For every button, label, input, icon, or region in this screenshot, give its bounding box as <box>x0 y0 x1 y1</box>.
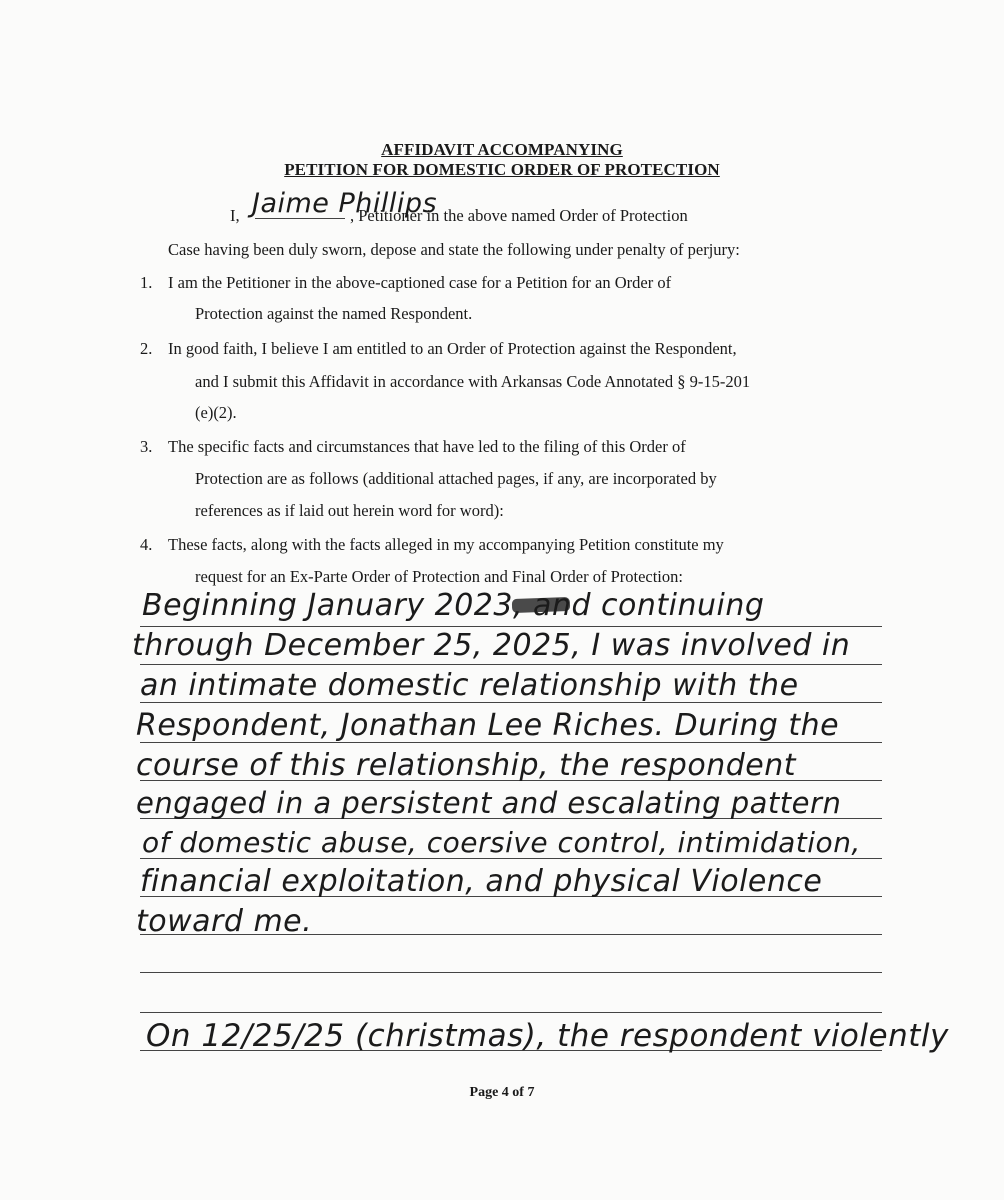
item-1-number: 1. <box>140 273 153 292</box>
handwritten-line-5: course of this relationship, the respondent <box>136 748 796 783</box>
intro-suffix: , Petitioner in the above named Order of Protection <box>350 206 688 225</box>
item-2-line-3: (e)(2). <box>195 403 237 422</box>
page-number: Page 4 of 7 <box>469 1085 535 1100</box>
handwritten-line-11: On 12/25/25 (christmas), the respondent violently <box>146 1018 949 1054</box>
handwritten-line-2: through December 25, 2025, I was involved in <box>132 628 851 663</box>
handwritten-line-3: an intimate domestic relationship with the <box>140 668 799 703</box>
affidavit-title-line-1: AFFIDAVIT ACCOMPANYING <box>381 140 623 159</box>
item-1-line-1: I am the Petitioner in the above-captioned case for a Petition for an Order of <box>168 273 672 292</box>
item-4-number: 4. <box>140 535 153 554</box>
handwritten-line-8: financial exploitation, and physical Violence <box>140 864 823 899</box>
ruled-line-1 <box>140 626 882 627</box>
petitioner-name-handwritten: Jaime Phillips <box>252 188 438 219</box>
intro-line-2: Case having been duly sworn, depose and state the following under penalty of perjury: <box>168 240 740 259</box>
handwritten-line-4: Respondent, Jonathan Lee Riches. During the <box>136 708 840 743</box>
affidavit-title-line-2: PETITION FOR DOMESTIC ORDER OF PROTECTION <box>284 160 720 179</box>
ruled-line-2 <box>140 664 882 665</box>
ruled-line-11 <box>140 1012 882 1013</box>
item-3-number: 3. <box>140 437 153 456</box>
item-4-line-2: request for an Ex-Parte Order of Protection and Final Order of Protection: <box>195 567 683 586</box>
handwritten-line-9: toward me. <box>136 904 313 939</box>
handwritten-line-1: Beginning January 2023, and continuing <box>142 588 765 623</box>
handwritten-line-7: of domestic abuse, coersive control, intimidation, <box>142 826 861 859</box>
item-2-line-2: and I submit this Affidavit in accordance with Arkansas Code Annotated § 9-15-201 <box>195 372 751 391</box>
item-1-line-2: Protection against the named Respondent. <box>195 304 473 323</box>
item-4-line-1: These facts, along with the facts alleged in my accompanying Petition constitute my <box>168 535 724 554</box>
item-3-line-3: references as if laid out herein word for word): <box>195 501 504 520</box>
intro-prefix: I, <box>230 206 240 225</box>
item-2-line-1: In good faith, I believe I am entitled to an Order of Protection against the Respondent, <box>168 339 737 358</box>
item-3-line-2: Protection are as follows (additional attached pages, if any, are incorporated by <box>195 469 717 488</box>
item-2-number: 2. <box>140 339 153 358</box>
ruled-line-10 <box>140 972 882 973</box>
item-3-line-1: The specific facts and circumstances that have led to the filing of this Order of <box>168 437 686 456</box>
handwritten-line-6: engaged in a persistent and escalating pattern <box>136 786 842 820</box>
